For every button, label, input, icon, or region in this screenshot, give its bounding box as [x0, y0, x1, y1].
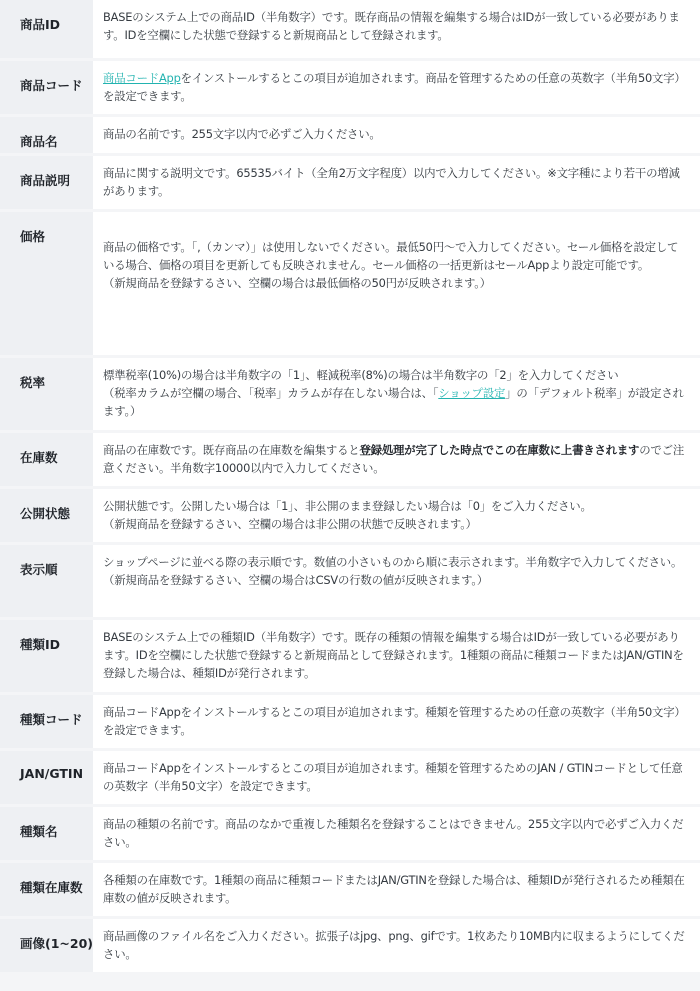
row-description: 標準税率(10%)の場合は半角数字の「1」、軽減税率(8%)の場合は半角数字の「2」を入力してください （税率カラムが空欄の場合、「税率」カラムが存在しない場合は、「ショップ設定」の「デフォルト税率」が設定されます。） [93, 358, 700, 430]
table-row [0, 863, 700, 916]
row-description: 商品コードAppをインストールするとこの項目が追加されます。種類を管理するためのJAN / GTINコードとして任意の英数字（半角50文字）を設定できます。 [93, 751, 700, 804]
row-description: BASEのシステム上での商品ID（半角数字）です。既存商品の情報を編集する場合はIDが一致している必要があります。IDを空欄にした状態で登録すると新規商品として登録されます。 [93, 0, 700, 58]
row-description: 商品に関する説明文です。65535バイト（全角2万文字程度）以内で入力してください。※文字種により若干の増減があります。 [93, 156, 700, 209]
table-row [0, 358, 700, 430]
row-label: 公開状態 [0, 489, 93, 542]
row-label: 価格 [0, 212, 93, 355]
row-note: （税率カラムが空欄の場合、「税率」カラムが存在しない場合は、「ショップ設定」の「デフォルト税率」が設定されます。） [103, 386, 684, 418]
row-description: 商品の種類の名前です。商品のなかで重複した種類名を登録することはできません。255文字以内で必ずご入力ください。 [93, 807, 700, 860]
row-label: 種類名 [0, 807, 93, 860]
row-note: （新規商品を登録するさい、空欄の場合はCSVの行数の値が反映されます。） [103, 573, 489, 587]
shop-settings-link[interactable]: ショップ設定 [438, 386, 506, 400]
row-label: 種類ID [0, 620, 93, 692]
row-label: 種類コード [0, 695, 93, 748]
row-description: 商品の価格です。「,（カンマ）」は使用しないでください。最低50円〜で入力してください。セール価格を設定している場合、価格の項目を更新しても反映されません。セール価格の一括更新はセールAppより設定可能です。 （新規商品を登録するさい、空欄の場合は最低価格の50円が反映されます。） [93, 212, 700, 355]
table-row [0, 212, 700, 355]
table-row [0, 545, 700, 617]
table-row [0, 0, 700, 58]
row-description: 商品コードAppをインストールするとこの項目が追加されます。商品を管理するための任意の英数字（半角50文字）を設定できます。 [93, 61, 700, 114]
table-row [0, 61, 700, 114]
overwrite-warning: 登録処理が完了した時点でこの在庫数に上書きされます [359, 443, 640, 457]
row-note: （新規商品を登録するさい、空欄の場合は最低価格の50円が反映されます。） [103, 276, 491, 290]
row-label: 商品ID [0, 0, 93, 58]
row-description: ショップページに並べる際の表示順です。数値の小さいものから順に表示されます。半角数字で入力してください。 （新規商品を登録するさい、空欄の場合はCSVの行数の値が反映されます。） [93, 545, 700, 617]
row-description: 公開状態です。公開したい場合は「1」、非公開のまま登録したい場合は「0」をご入力ください。 （新規商品を登録するさい、空欄の場合は非公開の状態で反映されます。） [93, 489, 700, 542]
row-description: 各種類の在庫数です。1種類の商品に種類コードまたはJAN/GTINを登録した場合は、種類IDが発行されるため種類在庫数の値が反映されます。 [93, 863, 700, 916]
table-row [0, 489, 700, 542]
row-description: BASEのシステム上での種類ID（半角数字）です。既存の種類の情報を編集する場合はIDが一致している必要があります。IDを空欄にした状態で登録すると新規商品として登録されます。1種類の商品に種類コードまたはJAN/GTINを登録した場合は、種類IDが発行されます。 [93, 620, 700, 692]
row-label: JAN/GTIN [0, 751, 93, 804]
table-row [0, 156, 700, 209]
row-label: 在庫数 [0, 433, 93, 486]
row-label: 商品コード [0, 61, 93, 114]
row-label: 表示順 [0, 545, 93, 617]
table-row [0, 117, 700, 153]
row-label: 商品説明 [0, 156, 93, 209]
row-note: （新規商品を登録するさい、空欄の場合は非公開の状態で反映されます。） [103, 517, 477, 531]
row-label: 税率 [0, 358, 93, 430]
table-row [0, 433, 700, 486]
row-description: 商品の名前です。255文字以内で必ずご入力ください。 [93, 117, 700, 153]
row-label: 種類在庫数 [0, 863, 93, 916]
row-description: 商品画像のファイル名をご入力ください。拡張子はjpg、png、gifです。1枚あたり10MB内に収まるようにしてください。 [93, 919, 700, 972]
product-code-app-link[interactable]: 商品コードApp [103, 71, 181, 85]
row-label: 画像(1~20) [0, 919, 93, 972]
table-row [0, 919, 700, 972]
table-row [0, 807, 700, 860]
table-row [0, 620, 700, 692]
row-description: 商品コードAppをインストールするとこの項目が追加されます。種類を管理するための任意の英数字（半角50文字）を設定できます。 [93, 695, 700, 748]
row-label: 商品名 [0, 117, 93, 153]
row-description: 商品の在庫数です。既存商品の在庫数を編集すると登録処理が完了した時点でこの在庫数に上書きされますのでご注意ください。半角数字10000以内で入力してください。 [93, 433, 700, 486]
table-row [0, 695, 700, 748]
table-row [0, 751, 700, 804]
